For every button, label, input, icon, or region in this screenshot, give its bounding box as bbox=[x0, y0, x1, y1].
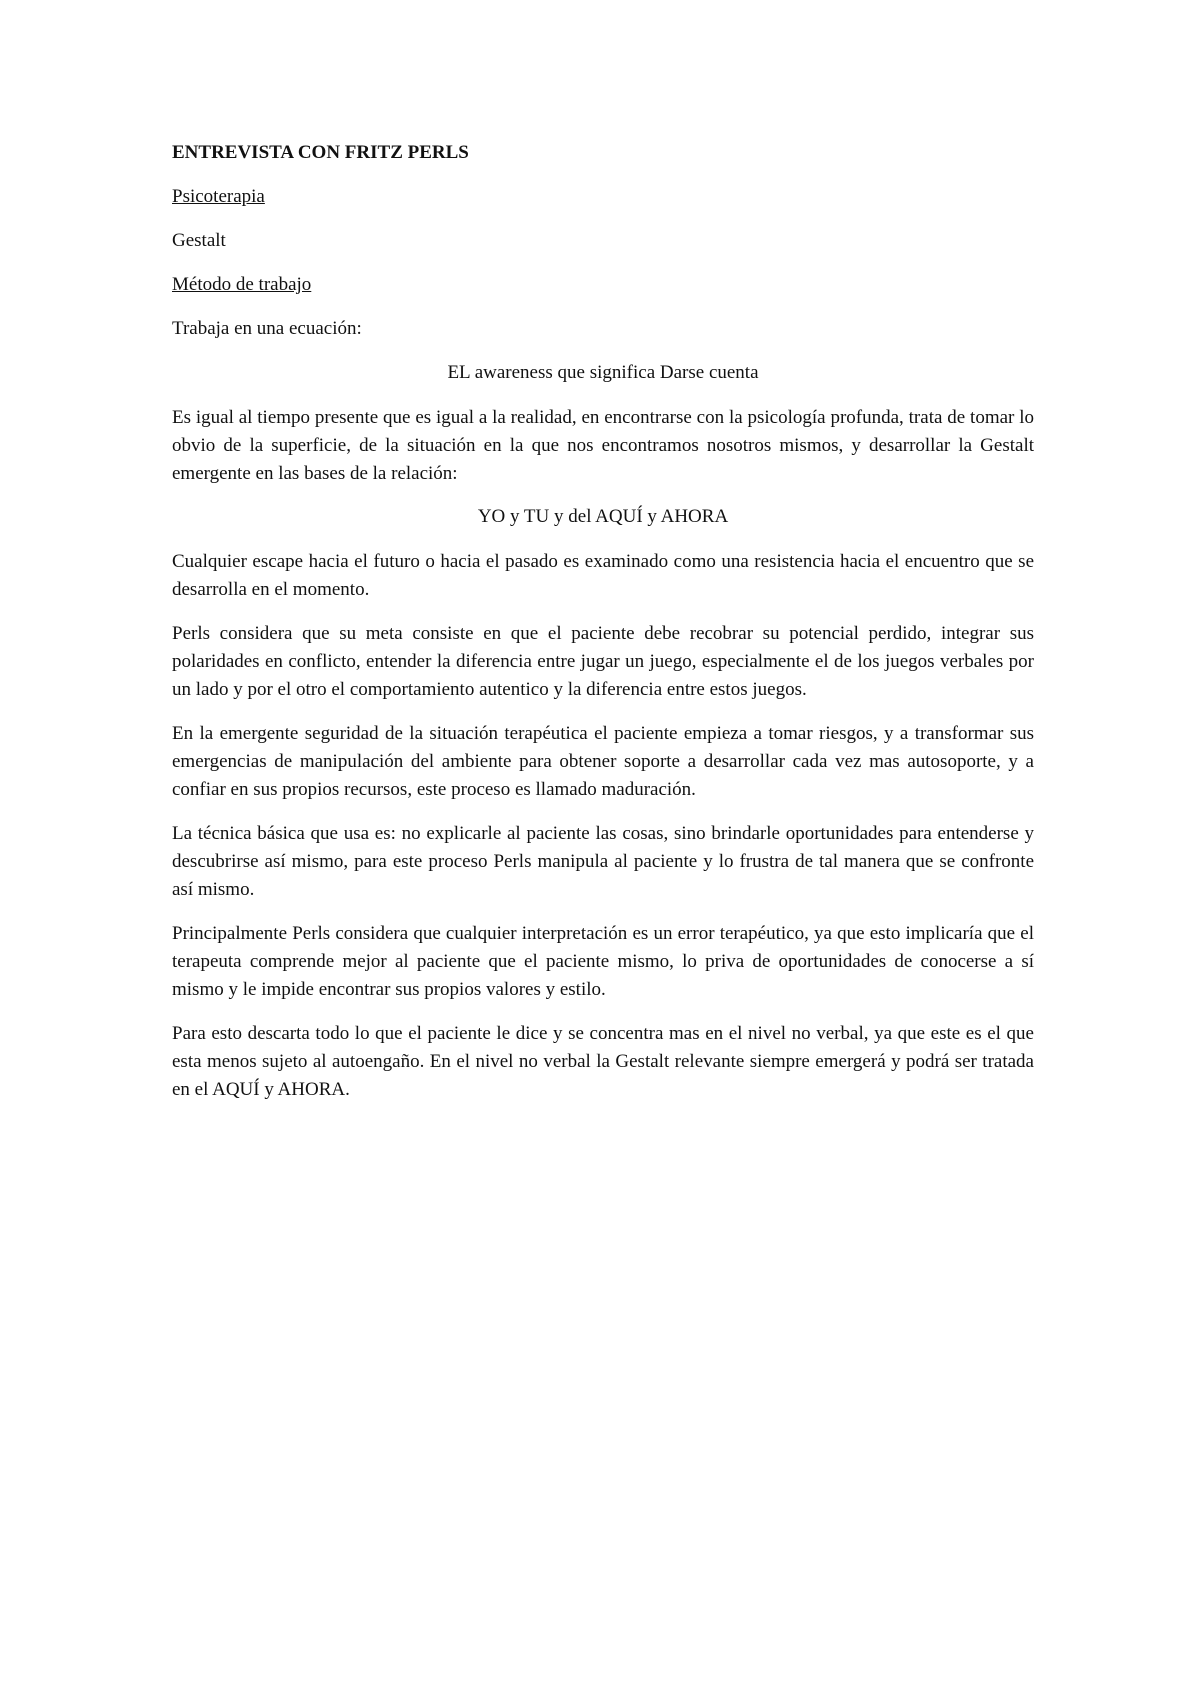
paragraph-2: Cualquier escape hacia el futuro o hacia el pasado es examinado como una resistencia hacia el encuentro que se desarrolla en el momento. bbox=[172, 551, 1034, 600]
paragraph-4: En la emergente seguridad de la situación terapéutica el paciente empieza a tomar riesgos, y a transformar sus emergencias de manipulación del ambiente para obtener soporte a desarrollar cada vez mas autosoporte, y a confiar en sus propios recursos, este proceso es llamado maduración. bbox=[172, 723, 1034, 800]
centered-yo-tu: YO y TU y del AQUÍ y AHORA bbox=[477, 506, 729, 527]
centered-awareness: EL awareness que significa Darse cuenta bbox=[447, 362, 759, 383]
line-gestalt: Gestalt bbox=[172, 230, 226, 251]
paragraph-5: La técnica básica que usa es: no explicarle al paciente las cosas, sino brindarle oportunidades para entenderse y descubrirse así mismo, para este proceso Perls manipula al paciente y lo frustra de tal manera que se confronte así mismo. bbox=[172, 823, 1034, 900]
document-title: ENTREVISTA CON FRITZ PERLS bbox=[172, 142, 469, 163]
paragraph-1: Es igual al tiempo presente que es igual a la realidad, en encontrarse con la psicología profunda, trata de tomar lo obvio de la superficie, de la situación en la que nos encontramos nosotros mismos, y desarrollar la Gestalt emergente en las bases de la relación: bbox=[172, 407, 1034, 484]
line-ecuacion: Trabaja en una ecuación: bbox=[172, 318, 362, 339]
heading-metodo-de-trabajo: Método de trabajo bbox=[172, 274, 312, 295]
paragraph-6: Principalmente Perls considera que cualquier interpretación es un error terapéutico, ya que esto implicaría que el terapeuta comprende mejor al paciente que el paciente mismo, lo priva de oportunidades de conocerse a sí mismo y le impide encontrar sus propios valores y estilo. bbox=[172, 923, 1034, 1000]
paragraph-3: Perls considera que su meta consiste en que el paciente debe recobrar su potencial perdido, integrar sus polaridades en conflicto, entender la diferencia entre jugar un juego, especialmente el de los juegos verbales por un lado y por el otro el comportamiento autentico y la diferencia entre estos juegos. bbox=[172, 623, 1034, 700]
document-page bbox=[172, 140, 1034, 1120]
heading-psicoterapia: Psicoterapia bbox=[172, 186, 265, 207]
paragraph-7: Para esto descarta todo lo que el paciente le dice y se concentra mas en el nivel no verbal, ya que este es el que esta menos sujeto al autoengaño. En el nivel no verbal la Gestalt relevante siempre emergerá y podrá ser tratada en el AQUÍ y AHORA. bbox=[172, 1023, 1034, 1100]
